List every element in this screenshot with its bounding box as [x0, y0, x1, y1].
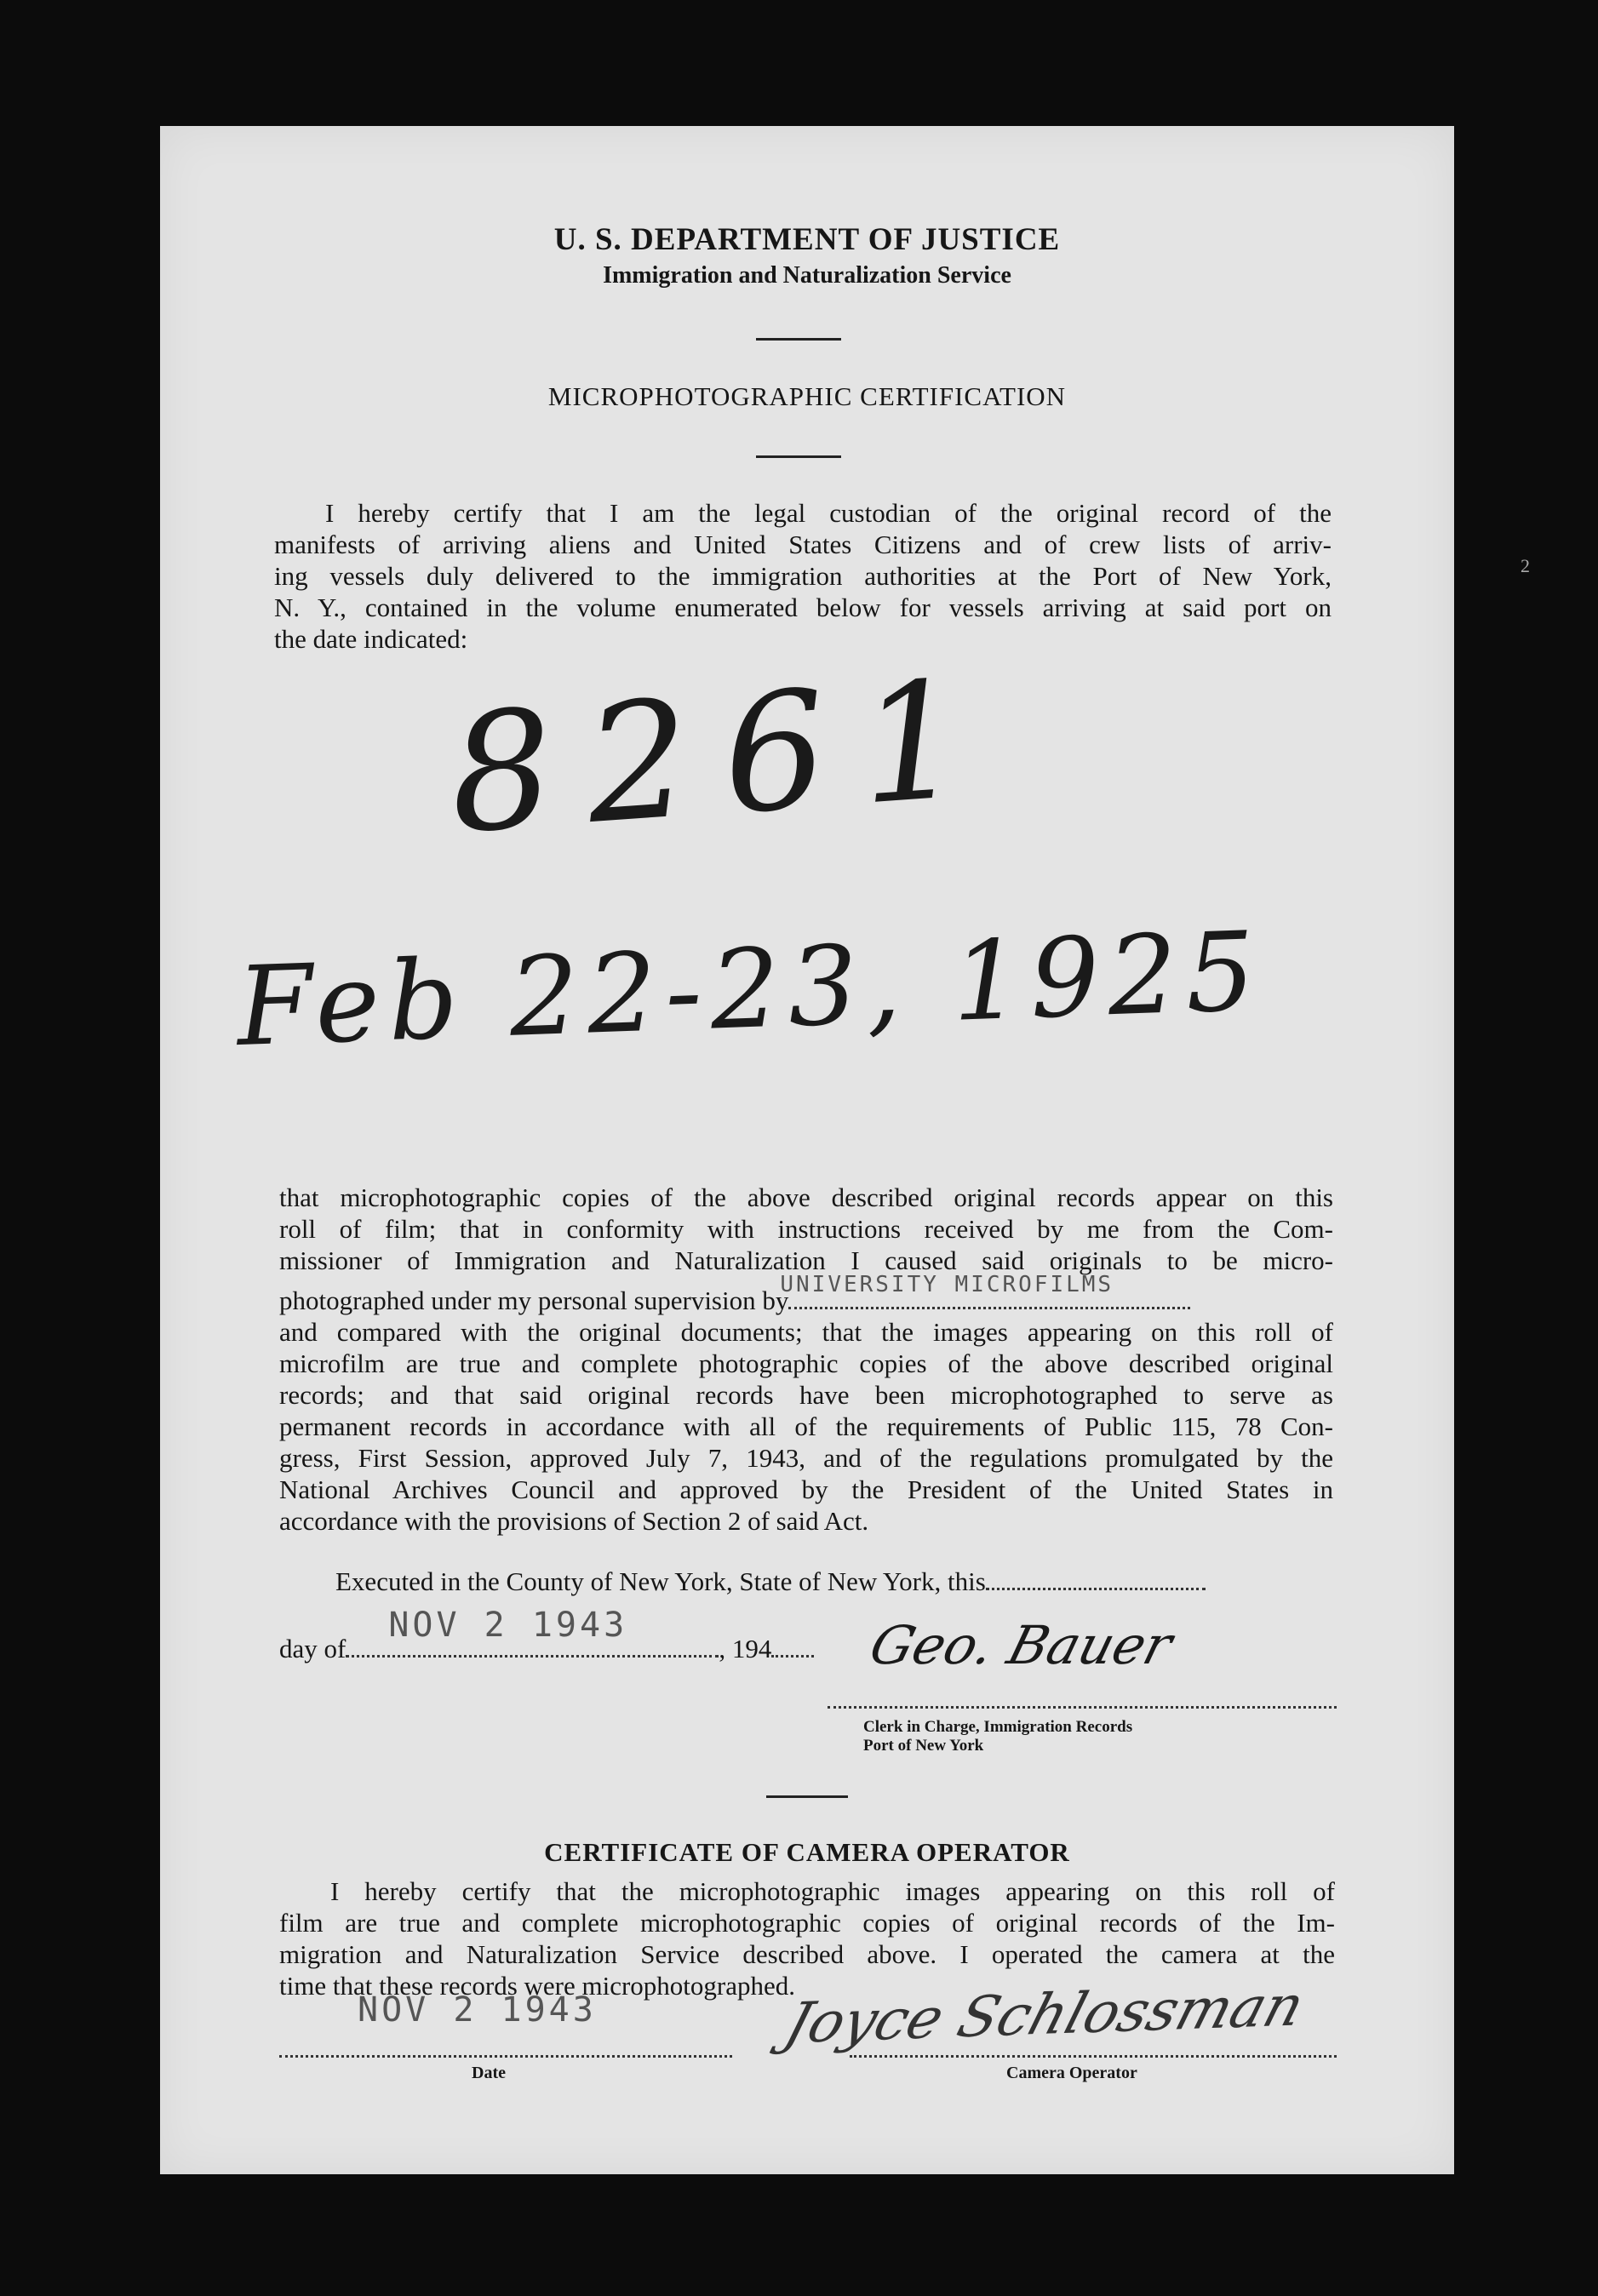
- executed-text: Executed in the County of New York, State of New York, this: [335, 1566, 986, 1596]
- camera-section-divider: [766, 1795, 848, 1798]
- intro-line: I hereby certify that I am the legal custodian of the original record of the: [325, 498, 1332, 528]
- date-signature-line: [279, 2055, 732, 2058]
- certification-title: MICROPHOTOGRAPHIC CERTIFICATION: [547, 381, 1067, 411]
- intro-line: manifests of arriving aliens and United States Citizens and of crew lists of arriv-: [274, 530, 1332, 559]
- department-heading: U. S. DEPARTMENT OF JUSTICE: [553, 222, 1061, 257]
- operator-signature: Joyce Schlossman: [777, 1972, 1312, 2057]
- execution-date-stamp: NOV 2 1943: [388, 1606, 628, 1645]
- body-line: accordance with the provisions of Section 2 of said Act.: [279, 1506, 869, 1536]
- clerk-signature-line: [828, 1706, 1337, 1709]
- title-divider: [756, 455, 841, 458]
- body-line: permanent records in accordance with all of the requirements of Public 115, 78 Con-: [279, 1411, 1333, 1441]
- executed-line: [335, 1566, 1206, 1597]
- body-line: microfilm are true and complete photographic copies of the above described original: [279, 1348, 1333, 1378]
- body-line: gress, First Session, approved July 7, 1943, and of the regulations promulgated by the: [279, 1443, 1333, 1473]
- body-line: roll of film; that in conformity with instructions received by me from the Com-: [279, 1214, 1333, 1244]
- body-line: records; and that said original records have been microphotographed to serve as: [279, 1380, 1333, 1410]
- clerk-title: [863, 1718, 1132, 1755]
- camera-line: I hereby certify that the microphotographic images appearing on this roll of: [330, 1876, 1335, 1906]
- handwritten-date-range: Feb 22-23, 1925: [234, 908, 1266, 1072]
- camera-date-stamp: NOV 2 1943: [358, 1990, 597, 2030]
- handwritten-volume-number: 8261: [444, 643, 1004, 870]
- camera-line: film are true and complete microphotographic copies of original records of the Im-: [279, 1908, 1335, 1938]
- camera-line: time that these records were microphotographed.: [279, 1971, 795, 2001]
- intro-paragraph: [274, 497, 1332, 655]
- supervision-line: [279, 1272, 1333, 1316]
- body-line: and compared with the original documents; that the images appearing on this roll of: [279, 1317, 1333, 1347]
- header-divider: [756, 338, 841, 341]
- supervision-field: [780, 1272, 1190, 1309]
- day-field: [986, 1588, 1206, 1590]
- body-line: missioner of Immigration and Naturalization I caused said originals to be micro-: [279, 1245, 1333, 1275]
- intro-line: N. Y., contained in the volume enumerated below for vessels arriving at said port on: [274, 593, 1332, 622]
- operator-signature-line: [850, 2055, 1337, 2058]
- date-label: Date: [472, 2064, 506, 2082]
- camera-heading: CERTIFICATE OF CAMERA OPERATOR: [544, 1837, 1070, 1867]
- year-prefix: , 194: [719, 1634, 772, 1663]
- supervision-stamp: UNIVERSITY MICROFILMS: [780, 1272, 1114, 1297]
- body-line: National Archives Council and approved by the President of the United States in: [279, 1474, 1333, 1504]
- clerk-title-line1: Clerk in Charge, Immigration Records: [863, 1718, 1133, 1736]
- supervision-prefix: photographed under my personal supervision by: [279, 1285, 789, 1315]
- operator-label: Camera Operator: [1006, 2064, 1137, 2082]
- day-of-field: [346, 1606, 719, 1658]
- margin-mark: 2: [1521, 555, 1530, 576]
- intro-line: ing vessels duly delivered to the immigration authorities at the Port of New York,: [274, 561, 1332, 591]
- service-subheading: Immigration and Naturalization Service: [603, 262, 1011, 289]
- year-field: [771, 1655, 814, 1658]
- day-of-line: [279, 1606, 814, 1664]
- intro-line: the date indicated:: [274, 624, 468, 654]
- camera-line: migration and Naturalization Service described above. I operated the camera at the: [279, 1939, 1335, 1969]
- clerk-title-line2: Port of New York: [863, 1737, 984, 1755]
- certificate-page: [160, 126, 1454, 2174]
- body-line: that microphotographic copies of the above described original records appear on this: [279, 1182, 1333, 1212]
- day-of-label: day of: [279, 1634, 347, 1663]
- certification-body: [279, 1182, 1333, 1537]
- clerk-signature: Geo. Bauer: [863, 1614, 1179, 1676]
